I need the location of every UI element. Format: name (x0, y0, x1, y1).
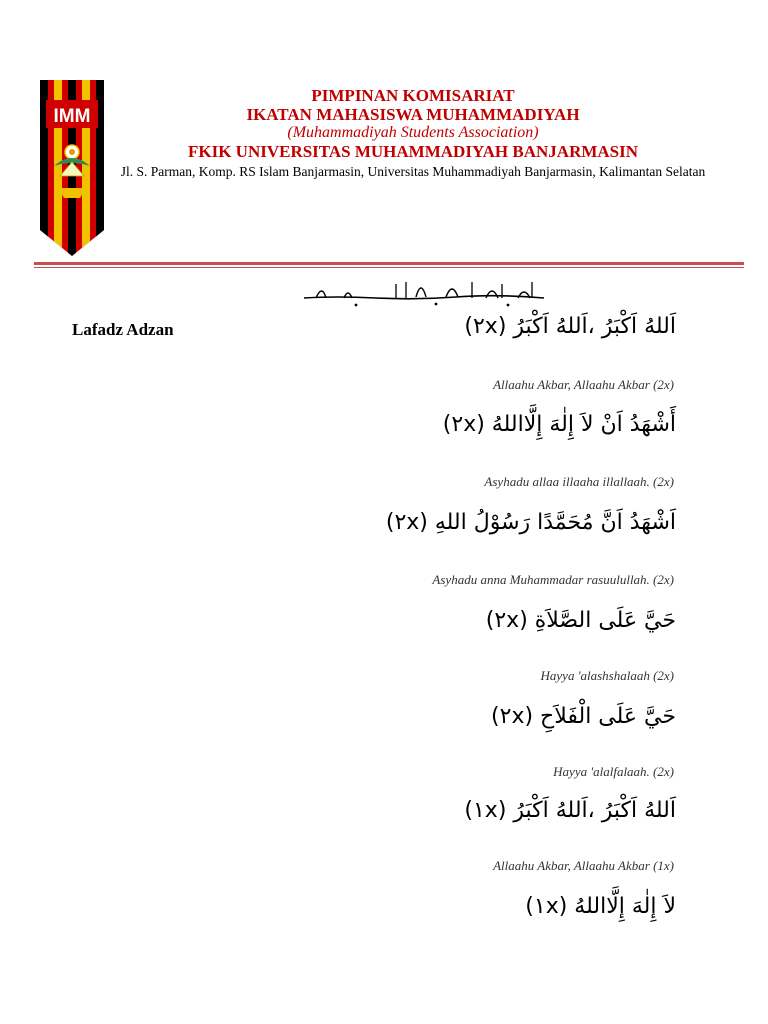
org-english-name: (Muhammadiyah Students Association) (287, 124, 539, 141)
logo-text: IMM (53, 106, 91, 127)
arabic-line-4: حَيَّ عَلَى الصَّلاَةِ (٢x) (485, 608, 676, 633)
latin-line-3: Asyhadu anna Muhammadar rasuulullah. (2x) (432, 572, 674, 587)
arabic-line-7: لاَ إِلٰهَ إِلَّااللهُ (١x) (525, 894, 676, 919)
arabic-line-6: اَللهُ اَكْبَرُ ،اَللهُ اَكْبَرُ (١x) (464, 798, 676, 823)
arabic-line-5: حَيَّ عَلَى الْفَلاَحِ (٢x) (491, 704, 676, 729)
arabic-line-3: اَشْهَدُ اَنَّ مُحَمَّدًا رَسُوْلُ اللهِ (٢x) (385, 510, 676, 535)
header-divider-thick (34, 262, 744, 265)
latin-line-1: Allaahu Akbar, Allaahu Akbar (2x) (493, 377, 674, 392)
document-title: Lafadz Adzan (72, 320, 174, 339)
latin-line-5: Hayya 'alalfalaah. (2x) (553, 764, 674, 779)
org-faculty: FKIK UNIVERSITAS MUHAMMADIYAH BANJARMASIN (187, 142, 639, 161)
letterhead (108, 86, 718, 181)
org-address: Jl. S. Parman, Komp. RS Islam Banjarmasin, Universitas Muhammadiyah Banjarmasin, Kalimantan Selatan (120, 164, 706, 179)
latin-line-6: Allaahu Akbar, Allaahu Akbar (1x) (493, 858, 674, 873)
arabic-line-1: اَللهُ اَكْبَرُ ،اَللهُ اَكْبَرُ (٢x) (464, 314, 676, 339)
arabic-line-2: أَشْهَدُ اَنْ لاَ إِلٰهَ إِلَّااللهُ (٢x) (442, 412, 676, 437)
org-name: IKATAN MAHASISWA MUHAMMADIYAH (246, 105, 580, 124)
org-level: PIMPINAN KOMISARIAT (311, 86, 515, 105)
latin-line-2: Asyhadu allaa illaaha illallaah. (2x) (484, 474, 674, 489)
latin-line-4: Hayya 'alashshalaah (2x) (540, 668, 674, 683)
header-divider-thin (34, 267, 744, 268)
imm-logo (40, 80, 104, 256)
basmalah-calligraphy-icon (296, 274, 552, 310)
